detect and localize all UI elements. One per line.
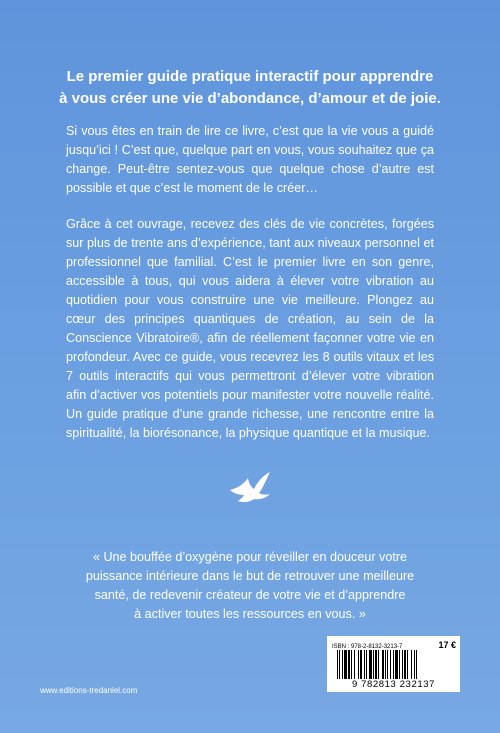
price-text: 17 € (438, 640, 456, 650)
barcode-bar (364, 650, 365, 679)
barcode-bar (366, 650, 367, 679)
quote-line-2: puissance intérieure dans le but de retrouver une meilleure (85, 569, 415, 583)
barcode-bar (399, 650, 400, 679)
blurb-paragraph-2: Grâce à cet ouvrage, recevez des clés de vie concrètes, forgées sur plus de trente ans d’expérience, tant aux niveaux personnel et professionnel que familial. C’est le premier livre en son genre, accessible à tous, qui vous aidera à élever votre vibration au quotidien pour vous construire une vie meilleure. Plongez au cœur des principes quantiques de création, au sein de la Conscience Vibratoire®, afin de réellement façonner votre vie en profondeur. Avec ce guide, vous recevrez les 8 outils vitaux et les 7 outils interactifs qui vous permettront d’élever votre vibration afin d’activer vos potentiels pour manifester votre nouvelle réalité. Un guide pratique d’une grande richesse, une rencontre entre la spiritualité, la biorésonance, la physique quantique et la musique. (66, 217, 434, 440)
barcode-bar (407, 650, 408, 679)
barcode-bar (393, 650, 394, 679)
barcode-bar (414, 650, 415, 679)
barcode-bar (358, 650, 359, 679)
barcode-bar (387, 650, 388, 679)
barcode-bar (404, 650, 406, 679)
barcode-bar (390, 650, 391, 679)
barcode-bar (354, 650, 355, 679)
barcode-bar (416, 650, 417, 679)
isbn-text: ISBN : 978-2-8132-3213-7 (332, 644, 403, 650)
isbn-price-row (332, 640, 456, 650)
barcode-bar (348, 650, 350, 679)
barcode-bar (395, 650, 398, 679)
barcode-bar (339, 650, 340, 679)
blurb (66, 122, 434, 460)
barcode-label (327, 636, 460, 692)
barcode-bar (411, 650, 412, 679)
quote-line-1: « Une bouffée d’oxygène pour réveiller en douceur votre (92, 550, 408, 564)
barcode-bar (351, 650, 352, 679)
blurb-paragraph-1: Si vous êtes en train de lire ce livre, c’est que la vie vous a guidé jusqu’ici ! C’est que, quelque part en vous, vous souhaitez que ça change. Peut-être sentez-vous que quelque chose d’autre est possible et que c’est le moment de le créer… (66, 124, 434, 195)
barcode-bar (378, 650, 379, 679)
headline-line-2: à vous créer une vie d’abondance, d’amour et de joie. (59, 90, 441, 107)
barcode-bar (344, 650, 347, 679)
barcode-bar (373, 650, 374, 679)
barcode-bar (402, 650, 403, 679)
barcode-bar (375, 650, 377, 679)
barcode-bar (369, 650, 372, 679)
barcode-bar (360, 650, 362, 679)
barcode-bar (337, 650, 338, 679)
quote-line-4: à activer toutes les ressources en vous. » (134, 607, 366, 621)
publisher-website: www.editions-tredaniel.com (40, 686, 138, 695)
quote-line-3: santé, de redevenir créateur de votre vie et d’apprendre (94, 588, 406, 602)
barcode-bar (382, 650, 384, 679)
headline (40, 66, 460, 110)
testimonial-quote (62, 548, 438, 624)
dove-icon (226, 466, 274, 506)
barcode-digits: 9 782813 232137 (352, 679, 435, 690)
headline-line-1: Le premier guide pratique interactif pour apprendre (66, 68, 434, 85)
barcode-bars (337, 650, 451, 679)
barcode-bar (385, 650, 386, 679)
barcode-bar (342, 650, 343, 679)
